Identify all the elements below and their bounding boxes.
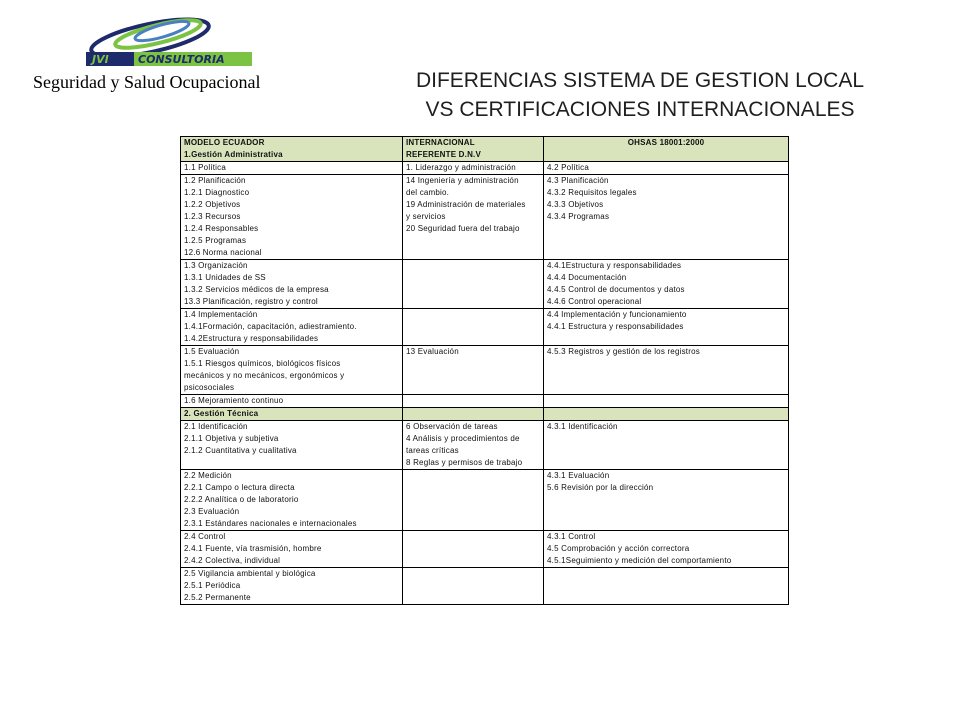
table-header-row xyxy=(181,137,789,162)
table-cell xyxy=(544,568,789,605)
cell-line: 2.2 Medición xyxy=(184,471,232,480)
cell-line: psicosociales xyxy=(184,383,235,392)
table-row xyxy=(181,309,789,346)
table-cell xyxy=(403,531,544,568)
cell-line: 13 Evaluación xyxy=(406,347,459,356)
cell-line: 2.5 Vigilancia ambiental y biológica xyxy=(184,569,316,578)
table-cell xyxy=(403,395,544,408)
table-cell xyxy=(544,395,789,408)
cell-line: 2.4 Control xyxy=(184,532,226,541)
table-cell xyxy=(181,260,403,309)
table-cell xyxy=(181,568,403,605)
header-col1-line1: MODELO ECUADOR xyxy=(184,138,265,147)
cell-line: 1.3 Organización xyxy=(184,261,248,270)
cell-line: 4.4 Implementación y funcionamiento xyxy=(547,310,687,319)
table-row xyxy=(181,470,789,531)
table-cell xyxy=(403,309,544,346)
comparison-table xyxy=(180,136,789,605)
cell-line: 4.4.5 Control de documentos y datos xyxy=(547,285,685,294)
table-cell xyxy=(181,531,403,568)
cell-line: 1.2.5 Programas xyxy=(184,236,247,245)
header-col2-line1: INTERNACIONAL xyxy=(406,138,475,147)
section-empty-cell xyxy=(403,408,544,421)
cell-line: del cambio. xyxy=(406,188,450,197)
table-row xyxy=(181,162,789,175)
cell-line: 2.2.2 Analítica o de laboratorio xyxy=(184,495,299,504)
table-row xyxy=(181,395,789,408)
subtitle: Seguridad y Salud Ocupacional xyxy=(33,72,261,92)
cell-line: 12.6 Norma nacional xyxy=(184,248,262,257)
cell-line: 2.1 Identificación xyxy=(184,422,248,431)
table-cell xyxy=(403,175,544,260)
cell-line: 4.3.1 Control xyxy=(547,532,596,541)
table-cell xyxy=(181,395,403,408)
cell-line: 2.3.1 Estándares nacionales e internacionales xyxy=(184,519,357,528)
cell-line: 19 Administración de materiales xyxy=(406,200,526,209)
table-row xyxy=(181,175,789,260)
cell-line: 4.3.1 Evaluación xyxy=(547,471,610,480)
cell-line: 1.4.1Formación, capacitación, adiestramiento. xyxy=(184,322,357,331)
cell-line: 14 Ingeniería y administración xyxy=(406,176,519,185)
cell-line: 1.5.1 Riesgos químicos, biológicos físicos xyxy=(184,359,341,368)
cell-line: 5.6 Revisión por la dirección xyxy=(547,483,654,492)
cell-line: 13.3 Planificación, registro y control xyxy=(184,297,318,306)
section-row-gestion-tecnica xyxy=(181,408,789,421)
cell-line: 2.5.1 Periódica xyxy=(184,581,241,590)
table-row xyxy=(181,260,789,309)
table-cell xyxy=(544,346,789,395)
cell-line: 4.4.6 Control operacional xyxy=(547,297,642,306)
cell-line: 1.4.2Estructura y responsabilidades xyxy=(184,334,319,343)
cell-line: 2.3 Evaluación xyxy=(184,507,240,516)
table-cell xyxy=(544,470,789,531)
cell-line: 4 Análisis y procedimientos de xyxy=(406,434,520,443)
table-cell xyxy=(181,421,403,470)
page-title xyxy=(380,66,900,124)
section-empty-cell xyxy=(544,408,789,421)
cell-line: 4.3.1 Identificación xyxy=(547,422,618,431)
cell-line: 6 Observación de tareas xyxy=(406,422,498,431)
cell-line: 1.2.2 Objetivos xyxy=(184,200,241,209)
header-modelo-ecuador xyxy=(181,137,403,162)
cell-line: 4.3.4 Programas xyxy=(547,212,610,221)
cell-line: 1.6 Mejoramiento continuo xyxy=(184,396,284,405)
cell-line: 1.2.3 Recursos xyxy=(184,212,241,221)
table-cell xyxy=(403,568,544,605)
company-logo xyxy=(58,14,258,74)
table-row xyxy=(181,568,789,605)
cell-line: 2.1.1 Objetiva y subjetiva xyxy=(184,434,279,443)
table-cell xyxy=(181,470,403,531)
cell-line: 1.5 Evaluación xyxy=(184,347,240,356)
cell-line: tareas críticas xyxy=(406,446,459,455)
cell-line: mecánicos y no mecánicos, ergonómicos y xyxy=(184,371,345,380)
cell-line: 4.3 Planificación xyxy=(547,176,609,185)
table-cell xyxy=(403,260,544,309)
table-cell xyxy=(544,260,789,309)
svg-text:CONSULTORIA: CONSULTORIA xyxy=(138,53,225,66)
header-ohsas: OHSAS 18001:2000 xyxy=(544,137,789,162)
table-cell xyxy=(403,470,544,531)
cell-line: 2.5.2 Permanente xyxy=(184,593,251,602)
table-cell xyxy=(181,162,403,175)
header-col2-line2: REFERENTE D.N.V xyxy=(406,150,482,159)
cell-line: 2.2.1 Campo o lectura directa xyxy=(184,483,295,492)
cell-line: 4.2 Política xyxy=(547,163,589,172)
table-cell xyxy=(544,175,789,260)
cell-line: 1. Liderazgo y administración xyxy=(406,163,516,172)
cell-line: 8 Reglas y permisos de trabajo xyxy=(406,458,523,467)
header-internacional xyxy=(403,137,544,162)
table-row xyxy=(181,346,789,395)
cell-line: 1.3.1 Unidades de SS xyxy=(184,273,266,282)
table-cell xyxy=(181,346,403,395)
table-cell xyxy=(403,346,544,395)
title-line-2: VS CERTIFICACIONES INTERNACIONALES xyxy=(425,98,855,121)
table-cell xyxy=(181,175,403,260)
cell-line: 4.4.1 Estructura y responsabilidades xyxy=(547,322,684,331)
cell-line: 4.5 Comprobación y acción correctora xyxy=(547,544,690,553)
table-cell xyxy=(544,421,789,470)
table-row xyxy=(181,421,789,470)
cell-line: 4.3.2 Requisitos legales xyxy=(547,188,637,197)
cell-line: 4.5.3 Registros y gestión de los registros xyxy=(547,347,700,356)
table-cell xyxy=(403,421,544,470)
cell-line: 4.4.1Estructura y responsabilidades xyxy=(547,261,682,270)
table-cell xyxy=(403,162,544,175)
cell-line: 2.4.2 Colectiva, individual xyxy=(184,556,281,565)
section-title: 2. Gestión Técnica xyxy=(181,408,403,421)
header-col1-line2: 1.Gestión Administrativa xyxy=(184,150,283,159)
cell-line: 2.1.2 Cuantitativa y cualitativa xyxy=(184,446,297,455)
cell-line: 1.3.2 Servicios médicos de la empresa xyxy=(184,285,329,294)
table-cell xyxy=(544,309,789,346)
cell-line: 1.1 Política xyxy=(184,163,226,172)
cell-line: 4.4.4 Documentación xyxy=(547,273,627,282)
cell-line: 1.2.4 Responsables xyxy=(184,224,259,233)
table-cell xyxy=(544,162,789,175)
cell-line: 20 Seguridad fuera del trabajo xyxy=(406,224,520,233)
cell-line: 2.4.1 Fuente, vía trasmisión, hombre xyxy=(184,544,322,553)
cell-line: 1.2 Planificación xyxy=(184,176,246,185)
table-cell xyxy=(544,531,789,568)
cell-line: y servicios xyxy=(406,212,446,221)
cell-line: 4.3.3 Objetivos xyxy=(547,200,604,209)
cell-line: 1.2.1 Diagnostico xyxy=(184,188,250,197)
cell-line: 1.4 Implementación xyxy=(184,310,258,319)
table-cell xyxy=(181,309,403,346)
svg-text:JVI: JVI xyxy=(92,53,109,66)
title-line-1: DIFERENCIAS SISTEMA DE GESTION LOCAL xyxy=(415,69,865,92)
table-row xyxy=(181,531,789,568)
cell-line: 4.5.1Seguimiento y medición del comportamiento xyxy=(547,556,732,565)
